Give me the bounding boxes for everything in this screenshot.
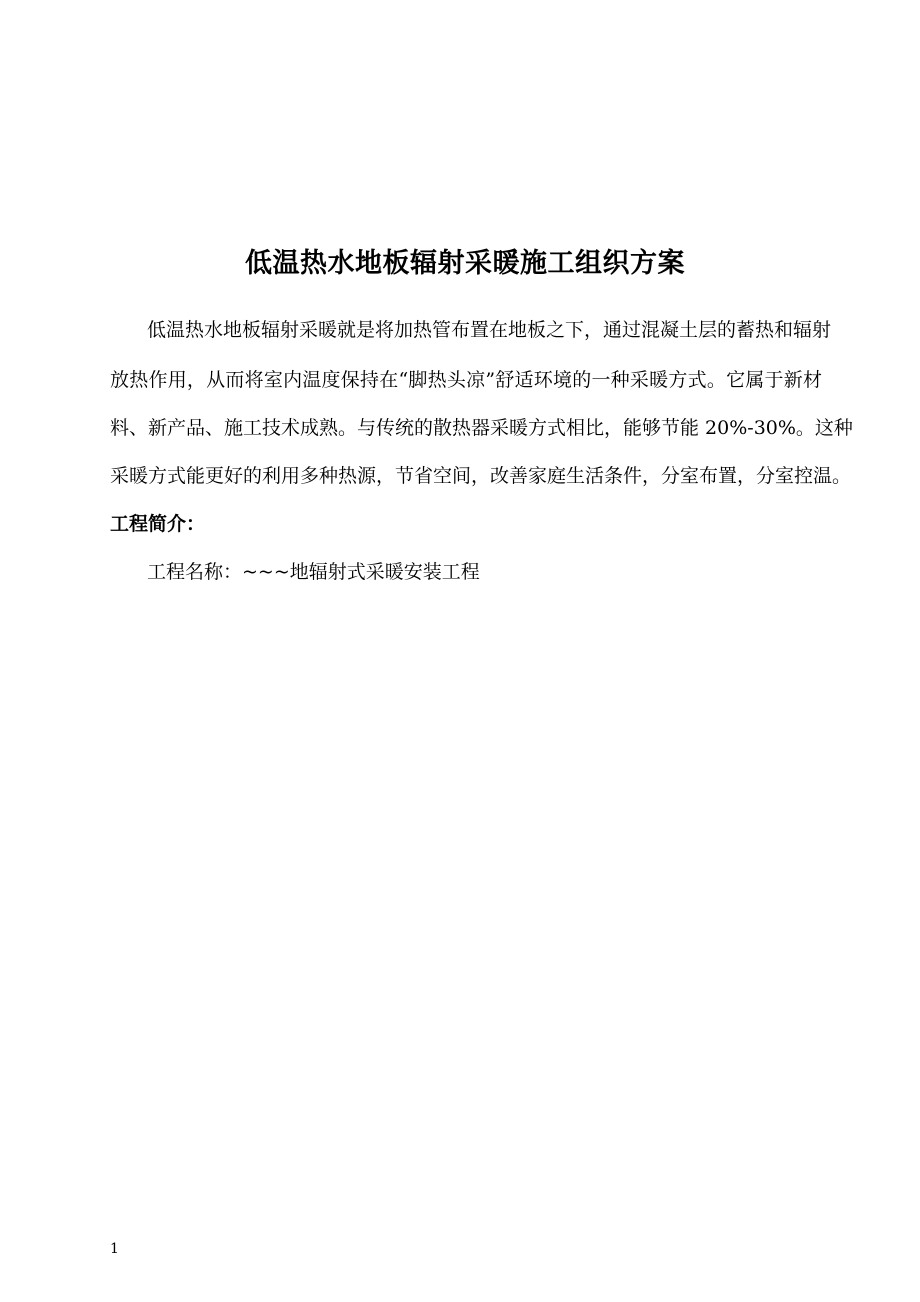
- intro-paragraph-line-3: 料、新产品、施工技术成熟。与传统的散热器采暖方式相比，能够节能 20%-30%。这种: [110, 417, 853, 439]
- intro-paragraph-line-1: 低温热水地板辐射采暖就是将加热管布置在地板之下，通过混凝土层的蓄热和辐射: [147, 319, 832, 341]
- page-number: 1: [110, 1241, 119, 1257]
- project-name-line: 工程名称：~~~地辐射式采暖安装工程: [147, 561, 480, 583]
- section-heading: 工程简介：: [110, 513, 206, 535]
- document-title: 低温热水地板辐射采暖施工组织方案: [245, 248, 685, 279]
- intro-paragraph-line-4: 采暖方式能更好的利用多种热源，节省空间，改善家庭生活条件，分室布置，分室控温。: [110, 465, 852, 487]
- intro-paragraph-line-2: 放热作用，从而将室内温度保持在“脚热头凉”舒适环境的一种采暖方式。它属于新材: [110, 369, 822, 391]
